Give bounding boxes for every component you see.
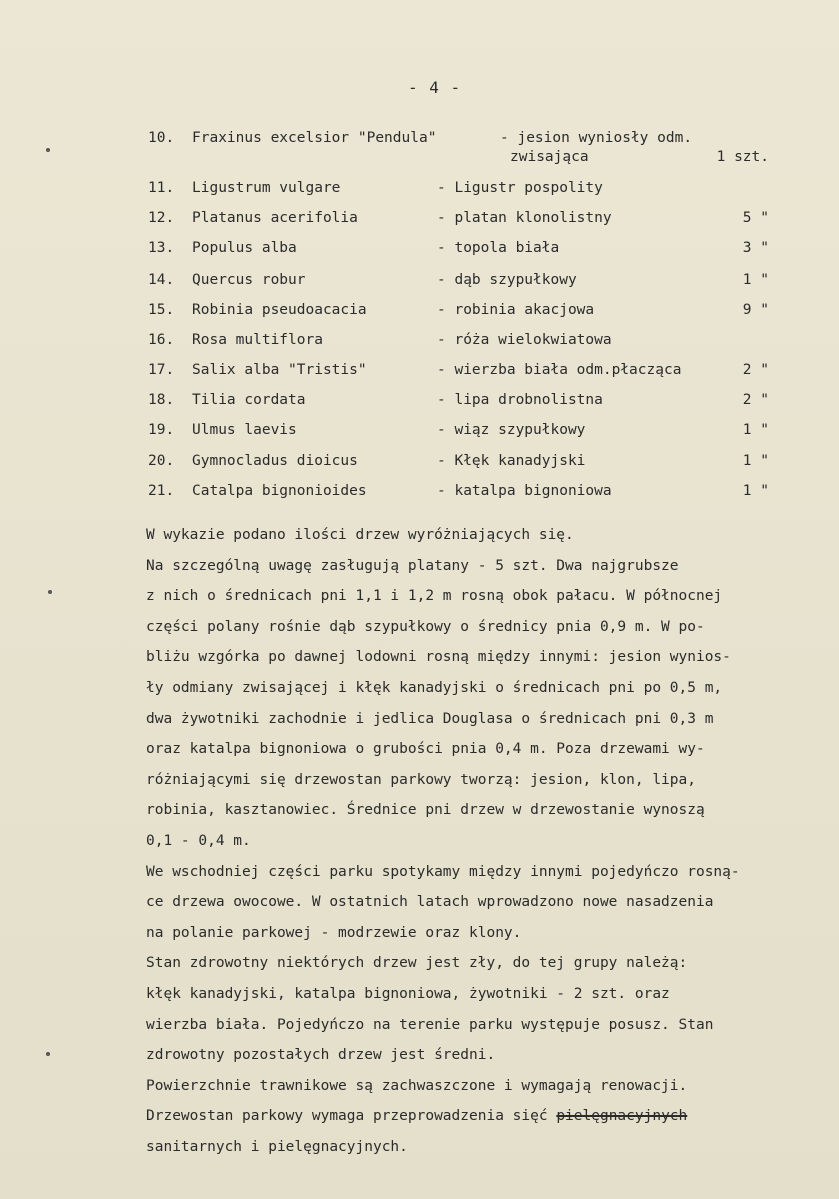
text-line-content: W wykazie podano ilości drzew wyróżniających się. xyxy=(146,527,574,543)
latin-name: Populus alba xyxy=(192,240,297,256)
polish-name: - topola biała xyxy=(437,240,560,256)
text-line xyxy=(146,704,816,735)
text-line xyxy=(146,1010,816,1041)
text-line xyxy=(146,887,816,918)
polish-name: - jesion wyniosły odm. xyxy=(500,130,693,146)
page-number: - 4 - xyxy=(408,78,462,97)
text-line xyxy=(146,1071,816,1102)
polish-name: - róża wielokwiatowa xyxy=(437,332,612,348)
description-text xyxy=(146,520,816,1162)
species-entry xyxy=(0,272,839,296)
text-line-content: robinia, kasztanowiec. Średnice pni drzew w drzewostanie wynoszą xyxy=(146,802,705,819)
latin-name: Ligustrum vulgare xyxy=(192,180,341,196)
entry-number: 14. xyxy=(148,272,175,288)
text-line-content: oraz katalpa bignoniowa o grubości pnia 0,4 m. Poza drzewami wy- xyxy=(146,741,705,758)
struck-through-word: pielęgnacyjnych xyxy=(556,1108,688,1125)
species-entry xyxy=(0,392,839,416)
species-entry xyxy=(0,240,839,264)
text-line-content: na polanie parkowej - modrzewie oraz klony. xyxy=(146,924,522,941)
entry-number: 15. xyxy=(148,302,175,318)
entry-number: 20. xyxy=(148,453,175,469)
text-line-content: ce drzewa owocowe. W ostatnich latach wprowadzono nowe nasadzenia xyxy=(146,894,714,911)
polish-name: - dąb szypułkowy xyxy=(437,272,577,288)
text-line-content: sanitarnych i pielęgnacyjnych. xyxy=(146,1138,408,1155)
latin-name: Quercus robur xyxy=(192,272,306,288)
quantity: 2 " xyxy=(742,392,769,408)
quantity: 3 " xyxy=(742,240,769,256)
text-line-content: bliżu wzgórka po dawnej lodowni rosną między innymi: jesion wynios- xyxy=(146,649,731,666)
species-entry xyxy=(0,422,839,446)
text-line-content: zdrowotny pozostałych drzew jest średni. xyxy=(146,1047,496,1064)
species-entry xyxy=(0,332,839,356)
text-line-content: wierzba biała. Pojedyńczo na terenie parku występuje posusz. Stan xyxy=(146,1016,714,1033)
text-line-content: Powierzchnie trawnikowe są zachwaszczone i wymagają renowacji. xyxy=(146,1077,688,1094)
polish-name: - robinia akacjowa xyxy=(437,302,595,318)
text-line xyxy=(146,642,816,673)
text-line xyxy=(146,673,816,704)
text-line-content: dwa żywotniki zachodnie i jedlica Douglasa o średnicach pni 0,3 m xyxy=(146,710,714,727)
margin-speck xyxy=(48,590,52,594)
quantity: 9 " xyxy=(742,302,769,318)
text-line-content: Na szczególną uwagę zasługują platany - 5 szt. Dwa najgrubsze xyxy=(146,557,679,574)
quantity: 1 " xyxy=(742,453,769,469)
text-line-content: Drzewostan parkowy wymaga przeprowadzenia sięć xyxy=(146,1108,557,1125)
text-line-content: Stan zdrowotny niektórych drzew jest zły, do tej grupy należą: xyxy=(146,955,688,972)
latin-name: Platanus acerifolia xyxy=(192,210,358,226)
latin-name: Ulmus laevis xyxy=(192,422,297,438)
text-line xyxy=(146,551,816,582)
text-line xyxy=(146,918,816,949)
text-line xyxy=(146,581,816,612)
quantity: 2 " xyxy=(742,362,769,378)
entry-number: 10. xyxy=(148,130,175,146)
entry-number: 17. xyxy=(148,362,175,378)
polish-name: - wiąz szypułkowy xyxy=(437,422,586,438)
text-line xyxy=(146,1040,816,1071)
text-line-content: kłęk kanadyjski, katalpa bignoniowa, żywotniki - 2 szt. oraz xyxy=(146,985,670,1002)
entry-number: 13. xyxy=(148,240,175,256)
text-line-content: części polany rośnie dąb szypułkowy o średnicy pnia 0,9 m. W po- xyxy=(146,618,705,635)
text-line-content: We wschodniej części parku spotykamy między innymi pojedyńczo rosną- xyxy=(146,863,740,880)
polish-name: - Kłęk kanadyjski xyxy=(437,453,586,469)
text-line xyxy=(146,948,816,979)
species-entry xyxy=(0,210,839,234)
text-line xyxy=(146,979,816,1010)
margin-speck xyxy=(46,148,50,152)
latin-name: Salix alba "Tristis" xyxy=(192,362,367,378)
polish-name: - wierzba biała odm.płacząca xyxy=(437,362,682,378)
quantity: 5 " xyxy=(742,210,769,226)
entry-number: 19. xyxy=(148,422,175,438)
latin-name: Gymnocladus dioicus xyxy=(192,453,358,469)
polish-name: - Ligustr pospolity xyxy=(437,180,603,196)
text-line xyxy=(146,857,816,888)
latin-name: Catalpa bignonioides xyxy=(192,483,367,499)
entry-number: 18. xyxy=(148,392,175,408)
text-line xyxy=(146,765,816,796)
text-line-content: ły odmiany zwisającej i kłęk kanadyjski o średnicach pni po 0,5 m, xyxy=(146,679,723,696)
entry-number: 16. xyxy=(148,332,175,348)
entry-number: 21. xyxy=(148,483,175,499)
quantity: 1 szt. xyxy=(716,149,769,165)
polish-name: - lipa drobnolistna xyxy=(437,392,603,408)
text-line xyxy=(146,1132,816,1163)
latin-name: Robinia pseudoacacia xyxy=(192,302,367,318)
text-line xyxy=(146,734,816,765)
latin-name: Rosa multiflora xyxy=(192,332,323,348)
text-line xyxy=(146,826,816,857)
text-line-content: różniającymi się drzewostan parkowy tworzą: jesion, klon, lipa, xyxy=(146,771,696,788)
quantity: 1 " xyxy=(742,483,769,499)
species-entry xyxy=(0,180,839,204)
entry-number: 11. xyxy=(148,180,175,196)
quantity: 1 " xyxy=(742,422,769,438)
polish-name-continuation: zwisająca xyxy=(510,149,589,165)
text-line-content: z nich o średnicach pni 1,1 i 1,2 m rosną obok pałacu. W północnej xyxy=(146,588,723,605)
species-entry xyxy=(0,483,839,507)
margin-speck xyxy=(46,1052,50,1056)
text-line xyxy=(146,1101,816,1132)
species-entry xyxy=(0,362,839,386)
polish-name: - katalpa bignoniowa xyxy=(437,483,612,499)
latin-name: Fraxinus excelsior "Pendula" xyxy=(192,130,437,146)
polish-name: - platan klonolistny xyxy=(437,210,612,226)
entry-number: 12. xyxy=(148,210,175,226)
species-entry xyxy=(0,130,839,165)
latin-name: Tilia cordata xyxy=(192,392,306,408)
text-line-content: 0,1 - 0,4 m. xyxy=(146,832,251,849)
text-line xyxy=(146,520,816,551)
species-entry xyxy=(0,453,839,477)
quantity: 1 " xyxy=(742,272,769,288)
species-entry xyxy=(0,302,839,326)
text-line xyxy=(146,795,816,826)
text-line xyxy=(146,612,816,643)
